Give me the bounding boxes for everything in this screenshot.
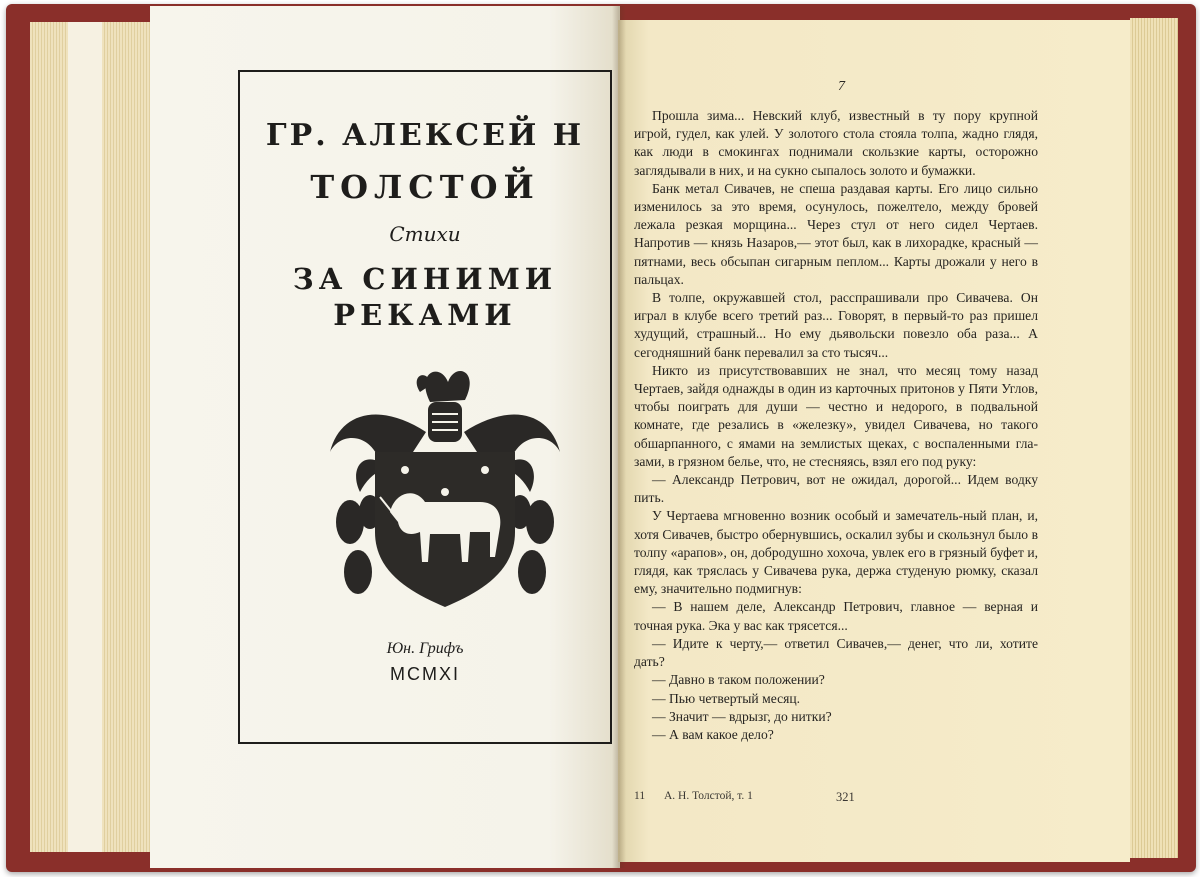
chapter-number: 7 bbox=[838, 79, 845, 94]
paragraph: — Александр Петрович, вот не ожидал, дорогой... Идем водку пить. bbox=[634, 472, 1038, 506]
paragraph: У Чертаева мгновенно возник особый и замечатель-ный план, и, хотя Сивачев, быстро обернувшись, оскалил зубы и скользнул было в толпу «арапов», он, добродушно хохоча, увлек его в грязный буфет и, глядя, как тряслась у Сивачева рука, держа студеную рюмку, сказал ему, значительно подмигнув: bbox=[634, 508, 1038, 597]
publication-year: MCMXI bbox=[390, 664, 460, 684]
script-word: Стихи bbox=[389, 222, 461, 246]
page-edges-right bbox=[1130, 18, 1178, 858]
coat-of-arms-emblem bbox=[320, 362, 570, 612]
title-line-2: ТОЛСТОЙ bbox=[310, 168, 540, 206]
paragraph: — А вам какое дело? bbox=[652, 726, 774, 742]
body-text bbox=[634, 107, 1038, 744]
paragraph: Банк метал Сивачев, не спеша раздавая карты. Его лицо сильно изменилось за это время, осунулось, пожелтело, между бровей лежала резкая морщина... Через стул от него сидел Чертаев. Напротив — князь Назаров,— этот был, как в лихорадке, красный — пятнами, весь обсыпан сигарным пеплом... Карты дрожали у него в пальцах. bbox=[634, 180, 1038, 287]
page-number: 321 bbox=[836, 790, 855, 804]
title-line-1: ГР. АЛЕКСЕЙ Н bbox=[265, 118, 585, 153]
page-edge-gap bbox=[68, 22, 102, 852]
footer-signature-mark: 11 bbox=[634, 790, 646, 802]
title-plate bbox=[238, 70, 612, 744]
paragraph: — В нашем деле, Александр Петрович, главное — верная и точная рука. Эка у вас как трясется... bbox=[634, 599, 1038, 633]
title-line-4: РЕКАМИ bbox=[333, 298, 517, 332]
footer-author: А. Н. Толстой, т. 1 bbox=[664, 790, 753, 802]
paragraph: Прошла зима... Невский клуб, известный в ту пору крупной игрой, гудел, как улей. У золотого стола стояла толпа, жадно глядя, как люди в смокингах поднимали скользкие карты, осторожно заглядывали в них, и на сукно сыпалось золото и бумажки. bbox=[634, 108, 1038, 178]
title-line-3: ЗА СИНИМИ bbox=[292, 262, 558, 296]
paragraph: — Пью четвертый месяц. bbox=[652, 690, 801, 706]
page-edges-left bbox=[30, 22, 158, 852]
paragraph: — Значит — вдрызг, до нитки? bbox=[652, 708, 832, 724]
artist-signature: Юн. Грифъ bbox=[386, 640, 464, 657]
paragraph: Никто из присутствовавших не знал, что месяц тому назад Чертаев, зайдя однажды в один из карточных притонов у Пяти Углов, чтобы поиграть для души — честно и недорого, в подвальной комнате, где резались в «железку», увидел Сивачева, но такого обшарпанного, с ямами на землистых щеках, с воспаленными гла-зами, в грязном белье, что, не стесняясь, взял его под руку: bbox=[634, 362, 1038, 469]
book-gutter bbox=[612, 6, 626, 868]
paragraph: В толпе, окружавшей стол, расспрашивали про Сивачева. Он играл в клубе всего третий раз... Говорят, в первый-то раз пришел худущий, страшный... Но ему дьявольски повезло оба раза... А сегодняшний банк перевалил за сто тысяч... bbox=[634, 290, 1038, 360]
paragraph: — Давно в таком положении? bbox=[652, 672, 825, 688]
paragraph: — Идите к черту,— ответил Сивачев,— денег, что ли, хотите дать? bbox=[634, 635, 1038, 670]
